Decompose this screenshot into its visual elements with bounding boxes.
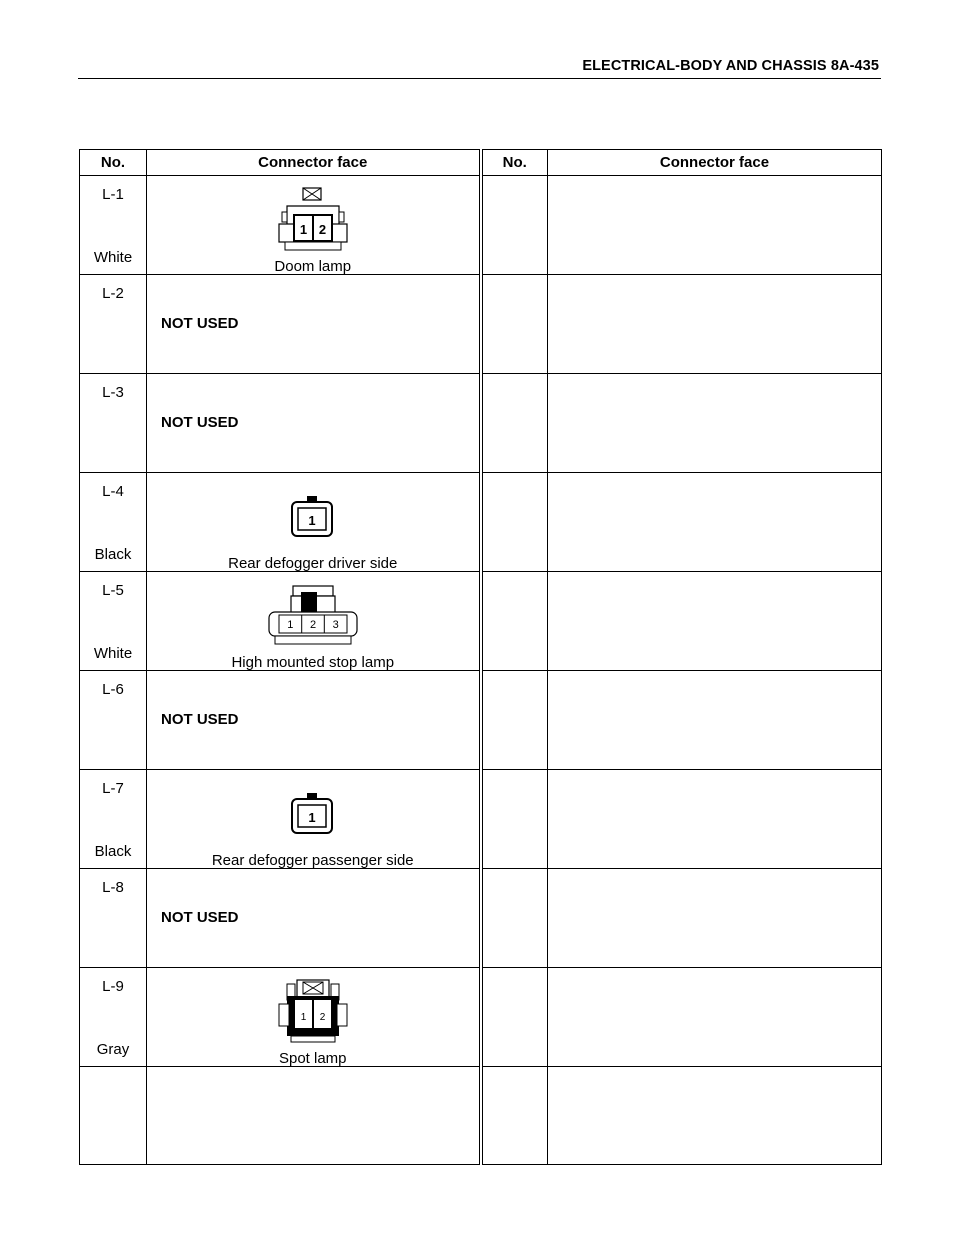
- pin-label: 1: [308, 513, 316, 528]
- connector-caption: Rear defogger driver side: [228, 555, 398, 572]
- empty-number-cell: [481, 770, 548, 869]
- connector-caption: High mounted stop lamp: [231, 654, 395, 671]
- connector-code: L-8: [102, 879, 124, 896]
- empty-number-cell: [481, 968, 548, 1067]
- connector-face-cell: [147, 671, 481, 770]
- connector-color: Black: [94, 546, 132, 563]
- table-row: [80, 176, 882, 275]
- connector-code: L-4: [102, 483, 124, 500]
- column-header-connector-face-right: Connector face: [548, 150, 882, 176]
- connector-1pin-icon: [287, 495, 337, 539]
- connector-number-cell: [80, 869, 147, 968]
- table-row: [80, 869, 882, 968]
- connector-color: White: [93, 645, 133, 662]
- not-used-label: NOT USED: [161, 909, 239, 926]
- connector-code: L-1: [102, 186, 124, 203]
- connector-2pin-icon: [273, 186, 353, 256]
- column-header-connector-face: Connector face: [147, 150, 481, 176]
- connector-number-cell: [80, 572, 147, 671]
- connector-number-cell: [80, 770, 147, 869]
- connector-caption: Rear defogger passenger side: [211, 852, 414, 869]
- connector-number-cell: [80, 374, 147, 473]
- empty-face-cell: [548, 1067, 882, 1165]
- connector-code: L-5: [102, 582, 124, 599]
- empty-number-cell: [481, 275, 548, 374]
- empty-face-cell: [548, 374, 882, 473]
- column-header-no-right: No.: [481, 150, 548, 176]
- empty-face-cell: [548, 176, 882, 275]
- connector-face-cell: [147, 275, 481, 374]
- table-row-empty: [80, 1067, 882, 1165]
- empty-face-cell: [147, 1067, 481, 1165]
- pin-label: 1: [287, 619, 294, 631]
- page-header: [78, 56, 881, 79]
- connector-face-cell: [147, 968, 481, 1067]
- empty-number-cell: [481, 473, 548, 572]
- connector-1pin-icon: [287, 792, 337, 836]
- not-used-label: NOT USED: [161, 414, 239, 431]
- table-row: [80, 374, 882, 473]
- empty-face-cell: [548, 770, 882, 869]
- connector-face-cell: [147, 374, 481, 473]
- pin-label: 2: [318, 222, 327, 237]
- connector-face-cell: [147, 770, 481, 869]
- connector-color: White: [93, 249, 133, 266]
- table-row: [80, 770, 882, 869]
- table-row: [80, 572, 882, 671]
- connector-code: L-2: [102, 285, 124, 302]
- connector-face-cell: [147, 176, 481, 275]
- connector-number-cell: [80, 176, 147, 275]
- connector-face-cell: [147, 869, 481, 968]
- empty-face-cell: [548, 968, 882, 1067]
- table-row: [80, 671, 882, 770]
- empty-number-cell: [481, 869, 548, 968]
- connector-caption: Spot lamp: [278, 1050, 347, 1067]
- empty-number-cell: [481, 1067, 548, 1165]
- pin-label: 3: [332, 619, 339, 631]
- empty-face-cell: [548, 473, 882, 572]
- connector-code: L-3: [102, 384, 124, 401]
- connector-number-cell: [80, 671, 147, 770]
- pin-label: 2: [319, 1012, 326, 1023]
- empty-face-cell: [548, 572, 882, 671]
- connector-face-cell: [147, 473, 481, 572]
- empty-face-cell: [548, 275, 882, 374]
- column-header-no: No.: [80, 150, 147, 176]
- empty-face-cell: [548, 671, 882, 770]
- connector-code: L-9: [102, 978, 124, 995]
- connector-number-cell: [80, 473, 147, 572]
- connector-face-cell: [147, 572, 481, 671]
- connector-number-cell: [80, 968, 147, 1067]
- connector-color: Gray: [96, 1041, 130, 1058]
- table-header-row: [80, 150, 882, 176]
- empty-number-cell: [481, 176, 548, 275]
- pin-label: 1: [300, 1012, 307, 1023]
- connector-2pin-spot-icon: [273, 976, 353, 1050]
- connector-code: L-6: [102, 681, 124, 698]
- empty-face-cell: [548, 869, 882, 968]
- not-used-label: NOT USED: [161, 711, 239, 728]
- empty-number-cell: [80, 1067, 147, 1165]
- connector-table: [79, 149, 882, 1165]
- connector-code: L-7: [102, 780, 124, 797]
- connector-caption: Doom lamp: [274, 258, 352, 275]
- empty-number-cell: [481, 671, 548, 770]
- connector-3pin-icon: [263, 582, 363, 652]
- table-row: [80, 968, 882, 1067]
- connector-color: Black: [94, 843, 132, 860]
- empty-number-cell: [481, 374, 548, 473]
- not-used-label: NOT USED: [161, 315, 239, 332]
- table-row: [80, 473, 882, 572]
- pin-label: 1: [299, 222, 308, 237]
- pin-label: 1: [308, 810, 316, 825]
- table-row: [80, 275, 882, 374]
- page-title: ELECTRICAL-BODY AND CHASSIS 8A-435: [582, 58, 879, 74]
- empty-number-cell: [481, 572, 548, 671]
- connector-number-cell: [80, 275, 147, 374]
- pin-label: 2: [309, 619, 317, 631]
